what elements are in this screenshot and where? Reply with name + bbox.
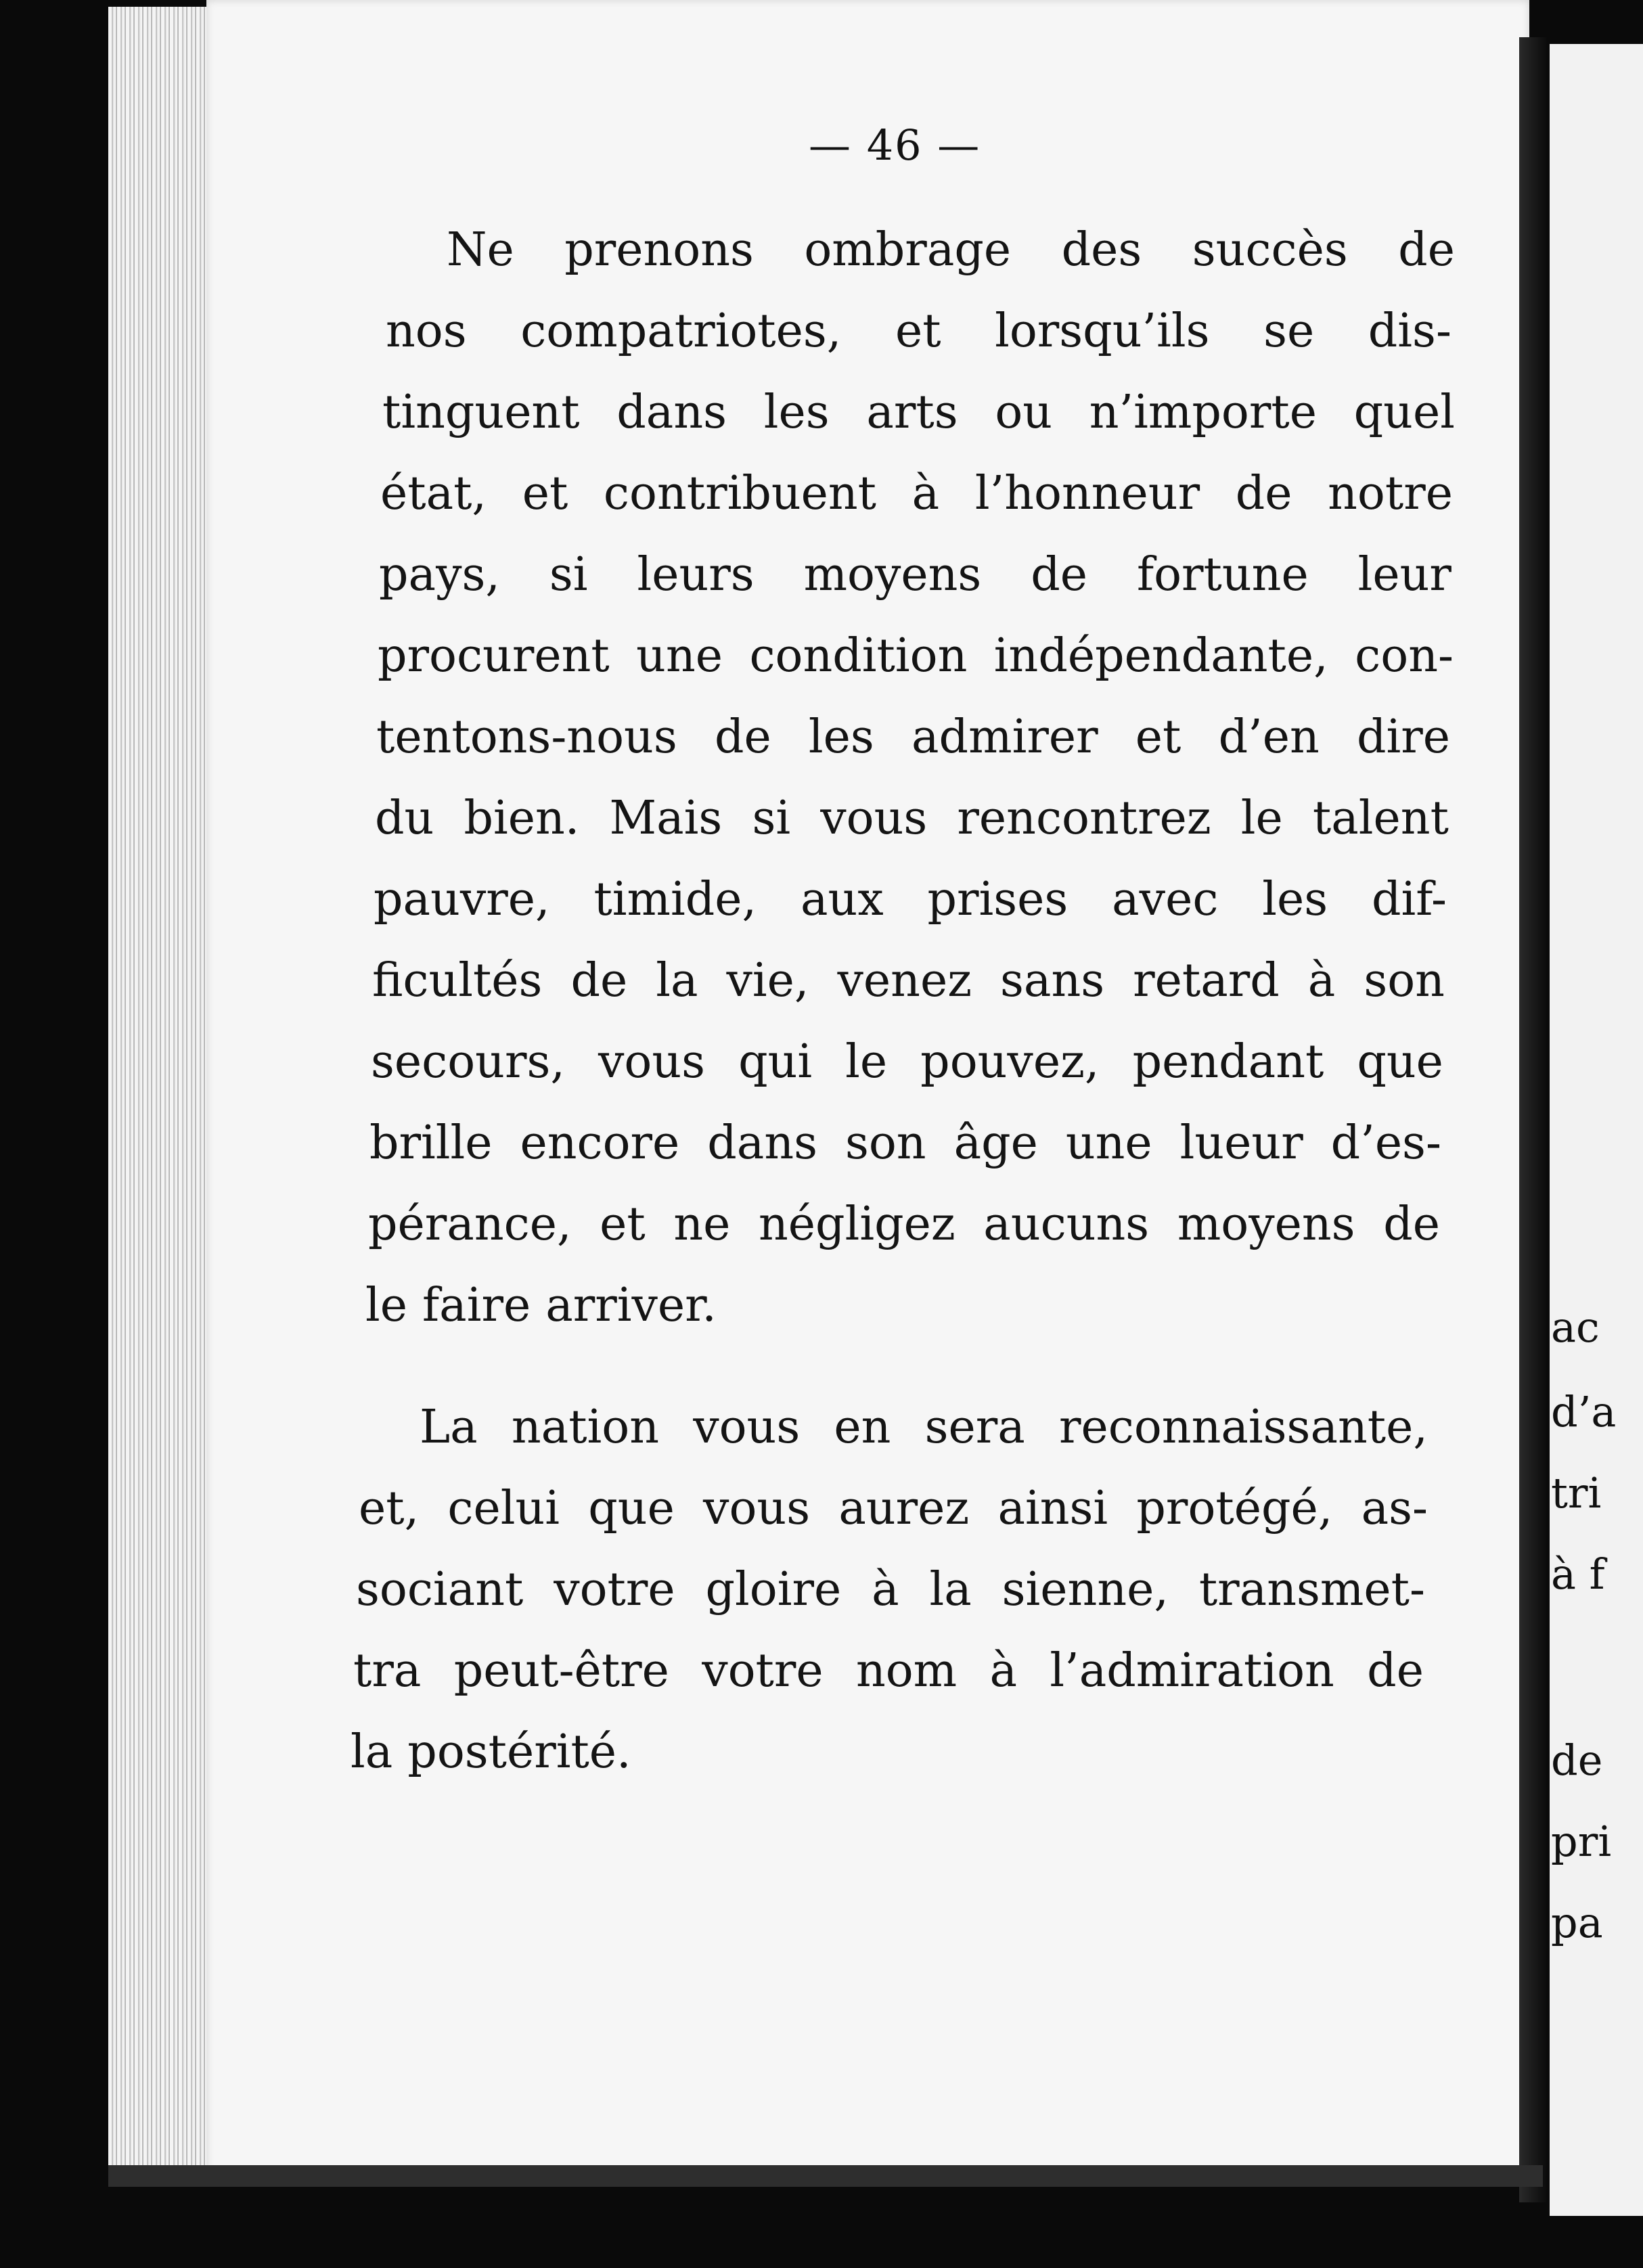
word: encore [520,1116,680,1170]
word: leurs [637,548,755,602]
word: tra [353,1644,422,1698]
word: les [1262,873,1328,926]
word: lorsqu’ils [995,304,1210,358]
word: La [420,1401,478,1454]
text-line [353,1644,1424,1698]
word: ne [673,1198,731,1251]
text-line [365,1279,1437,1332]
word: le [365,1279,407,1332]
text-line [379,548,1451,602]
word: à [911,467,940,520]
word: prises [927,873,1068,926]
word: transmet- [1198,1563,1425,1616]
right-page-text-fragment: à f [1551,1549,1605,1599]
word: de [1235,467,1292,520]
word: nom [855,1644,958,1698]
word: de [570,954,628,1007]
word: procurent [378,629,610,683]
word: faire [422,1279,531,1332]
word: vous [693,1401,801,1454]
word: à [872,1563,899,1616]
text-line [382,386,1455,439]
word: leur [1357,548,1451,602]
word: notre [1328,467,1453,520]
word: secours, [371,1035,565,1089]
word: état, [380,467,487,520]
text-line [420,1401,1428,1454]
word: sienne, [1001,1563,1169,1616]
word: timide, [593,873,757,926]
word: tinguent [382,386,580,439]
word: qui [738,1035,813,1089]
word: pérance, [368,1198,572,1251]
word: dis- [1368,304,1451,358]
word: le [845,1035,888,1089]
word: lueur [1179,1116,1303,1170]
word: moyens [1177,1198,1355,1251]
text-line [374,873,1447,926]
text-line [356,1563,1425,1616]
word: compatriotes, [520,304,842,358]
word: Ne [447,223,514,277]
word: son [845,1116,926,1170]
word: ombrage [804,223,1012,277]
word: que [1357,1035,1443,1089]
word: vie, [726,954,809,1007]
word: ficultés [372,954,543,1007]
word: vous [820,792,928,845]
text-line [378,629,1454,683]
word: de [714,710,771,764]
word: postérité. [407,1725,631,1779]
text-line [380,467,1453,520]
word: ou [995,386,1053,439]
word: se [1263,304,1315,358]
word: si [752,792,791,845]
word: âge [953,1116,1038,1170]
word: la [656,954,698,1007]
word: nation [511,1401,660,1454]
word: n’importe [1089,386,1317,439]
right-page-text-fragment: tri [1551,1468,1602,1518]
word: une [636,629,723,683]
word: sociant [356,1563,524,1616]
text-line [447,223,1455,277]
text-line [359,1482,1428,1535]
word: pauvre, [374,873,550,926]
word: avec [1112,873,1219,926]
word: arriver. [545,1279,717,1332]
word: votre [554,1563,675,1616]
text-line [386,304,1451,358]
right-page-text-fragment: de [1551,1736,1603,1785]
word: négligez [759,1198,955,1251]
word: sans [1000,954,1105,1007]
right-page-text-fragment: pri [1551,1817,1612,1866]
word: dif- [1371,873,1447,926]
word: as- [1361,1482,1428,1535]
word: et [600,1198,646,1251]
word: vous [598,1035,706,1089]
text-line [371,1035,1443,1089]
word: à [989,1644,1018,1698]
word: celui [447,1482,560,1535]
word: que [588,1482,675,1535]
word: de [1398,223,1455,277]
word: et [1135,710,1181,764]
word: dire [1356,710,1450,764]
word: nos [386,304,467,358]
word: aux [800,873,884,926]
word: dans [707,1116,818,1170]
word: prenons [564,223,754,277]
word: sera [924,1401,1025,1454]
page-bottom-edge [108,2165,1543,2187]
text-line [375,792,1449,845]
word: le [1240,792,1283,845]
word: les [763,386,830,439]
word: l’honneur [974,467,1200,520]
word: à [1307,954,1336,1007]
text-line [368,1198,1440,1251]
text-line [376,710,1450,764]
word: contribuent [603,467,877,520]
word: et [895,304,941,358]
word: retard [1133,954,1280,1007]
word: l’admiration [1050,1644,1334,1698]
word: en [834,1401,891,1454]
word: tentons-nous [376,710,677,764]
right-page-text-fragment: d’a [1551,1387,1617,1436]
gutter-shadow [1519,37,1546,2202]
word: la [351,1725,393,1779]
word: admirer [911,710,1098,764]
word: votre [702,1644,824,1698]
word: venez [837,954,972,1007]
word: ainsi [997,1482,1108,1535]
text-line [351,1725,1421,1779]
word: d’es- [1330,1116,1441,1170]
word: de [1383,1198,1440,1251]
word: pays, [379,548,500,602]
word: peut-être [453,1644,669,1698]
text-line [369,1116,1441,1170]
word: les [808,710,874,764]
word: de [1367,1644,1424,1698]
word: condition [749,629,968,683]
page-number: — 46 — [809,120,981,170]
word: des [1061,223,1142,277]
word: une [1065,1116,1152,1170]
word: bien. [464,792,580,845]
word: indépendante, [993,629,1328,683]
word: si [549,548,588,602]
word: protégé, [1136,1482,1333,1535]
word: fortune [1136,548,1309,602]
word: dans [616,386,727,439]
word: Mais [609,792,723,845]
word: quel [1353,386,1455,439]
word: aucuns [983,1198,1150,1251]
word: aurez [838,1482,970,1535]
text-line [372,954,1445,1007]
word: brille [369,1116,493,1170]
word: du [375,792,434,845]
word: pendant [1132,1035,1324,1089]
word: et [522,467,568,520]
word: succès [1192,223,1348,277]
word: la [929,1563,972,1616]
word: d’en [1218,710,1320,764]
right-page-fragment [1550,44,1643,2216]
word: rencontrez [957,792,1211,845]
word: reconnaissante, [1059,1401,1428,1454]
word: gloire [705,1563,842,1616]
right-page-text-fragment: pa [1551,1898,1603,1947]
word: moyens [803,548,982,602]
word: et, [359,1482,420,1535]
word: pouvez, [920,1035,1100,1089]
word: vous [703,1482,811,1535]
word: de [1031,548,1088,602]
right-page-text-fragment: ac [1551,1302,1600,1352]
word: son [1364,954,1445,1007]
word: con- [1355,629,1454,683]
word: arts [866,386,958,439]
word: talent [1312,792,1449,845]
